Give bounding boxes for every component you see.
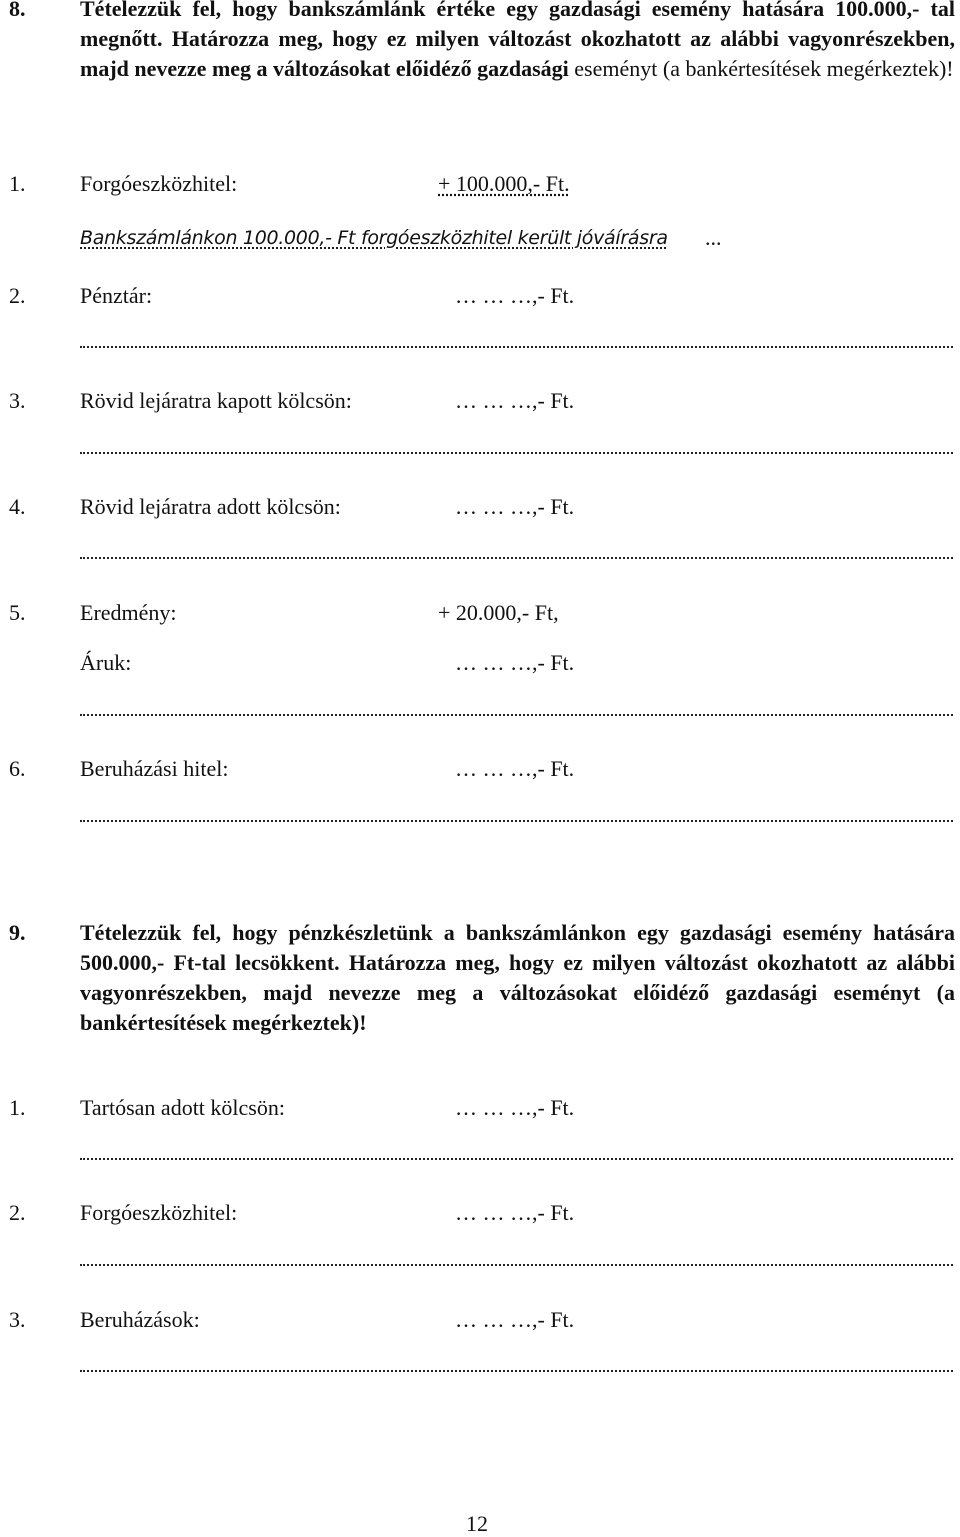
answer-line[interactable] [80, 553, 953, 559]
item-value: … … …,- Ft. [455, 1200, 575, 1225]
question-9-number: 9. [9, 920, 26, 945]
item-value: + 100.000,- Ft. [438, 171, 570, 196]
handwritten-answer-dots: ... [705, 225, 722, 250]
handwritten-answer [80, 224, 668, 252]
item-value: … … …,- Ft. [455, 1095, 575, 1120]
item-number: 4. [9, 494, 26, 519]
q9-item-3 [0, 1305, 960, 1335]
handwritten-answer-text: Bankszámlánkon 100.000,- Ft forgóeszközhitel került jóváírásra [80, 227, 668, 249]
question-8-text-part3: eseményt (a bankértesítések megérkeztek)! [574, 56, 954, 81]
q9-item-1 [0, 1093, 960, 1123]
answer-line[interactable] [80, 816, 953, 822]
q8-item-6 [0, 754, 960, 784]
item-value: … … …,- Ft. [455, 283, 575, 308]
item-number: 2. [9, 283, 26, 308]
question-8-text [80, 0, 955, 84]
page-number: 12 [466, 1511, 488, 1536]
q8-item-3 [0, 386, 960, 416]
item-number: 3. [9, 1307, 26, 1332]
item-number: 2. [9, 1200, 26, 1225]
question-9-text [80, 918, 955, 1038]
item-label: Tartósan adott kölcsön: [80, 1095, 285, 1120]
item-value: … … …,- Ft. [455, 1307, 575, 1332]
q8-item-5 [0, 598, 960, 628]
item-label: Pénztár: [80, 283, 153, 308]
item-number: 1. [9, 171, 26, 196]
item-label: Rövid lejáratra adott kölcsön: [80, 494, 341, 519]
item-number: 1. [9, 1095, 26, 1120]
item-value: … … …,- Ft. [455, 650, 575, 675]
item-value: … … …,- Ft. [455, 494, 575, 519]
answer-line[interactable] [80, 342, 953, 348]
item-value: … … …,- Ft. [455, 756, 575, 781]
q8-item-1 [0, 169, 960, 199]
answer-line[interactable] [80, 448, 953, 454]
item-label: Rövid lejáratra kapott kölcsön: [80, 388, 352, 413]
answer-line[interactable] [80, 710, 953, 716]
item-label: Eredmény: [80, 600, 177, 625]
question-9-text-part2: Határozza meg, hogy ez milyen változást okozhatott az alábbi vagyonrészekben, majd nevezze meg a változásokat előidéző gazdasági eseményt (a bankértesítések megérkeztek)! [80, 950, 956, 1035]
q8-item-5b [0, 648, 960, 678]
question-8-text-part2: Határozza meg, hogy ez milyen változást okozhatott az alábbi vagyonrészekben, majd nevezze meg a változásokat előidéző gazdasági [80, 26, 956, 81]
item-number: 6. [9, 756, 26, 781]
item-number: 5. [9, 600, 26, 625]
answer-line[interactable] [80, 1366, 953, 1372]
item-value: … … …,- Ft. [455, 388, 575, 413]
answer-line[interactable] [80, 1154, 953, 1160]
item-label: Beruházási hitel: [80, 756, 229, 781]
question-8-number: 8. [9, 0, 26, 21]
item-label: Áruk: [80, 650, 132, 675]
q8-item-2 [0, 281, 960, 311]
question-9-text-part1: Tételezzük fel, hogy pénzkészletünk a bankszámlánkon egy gazdasági esemény hatására 500.000,- Ft-tal lecsökkent. [80, 920, 955, 975]
q8-item-4 [0, 492, 960, 522]
q9-item-2 [0, 1198, 960, 1228]
item-label: Forgóeszközhitel: [80, 171, 238, 196]
item-label: Beruházások: [80, 1307, 200, 1332]
question-8-text-part1: Tételezzük fel, hogy bankszámlánk értéke egy gazdasági esemény hatására 100.000,- tal megnőtt. [80, 0, 955, 51]
item-value: + 20.000,- Ft, [438, 600, 559, 625]
item-number: 3. [9, 388, 26, 413]
answer-line[interactable] [80, 1260, 953, 1266]
item-label: Forgóeszközhitel: [80, 1200, 238, 1225]
